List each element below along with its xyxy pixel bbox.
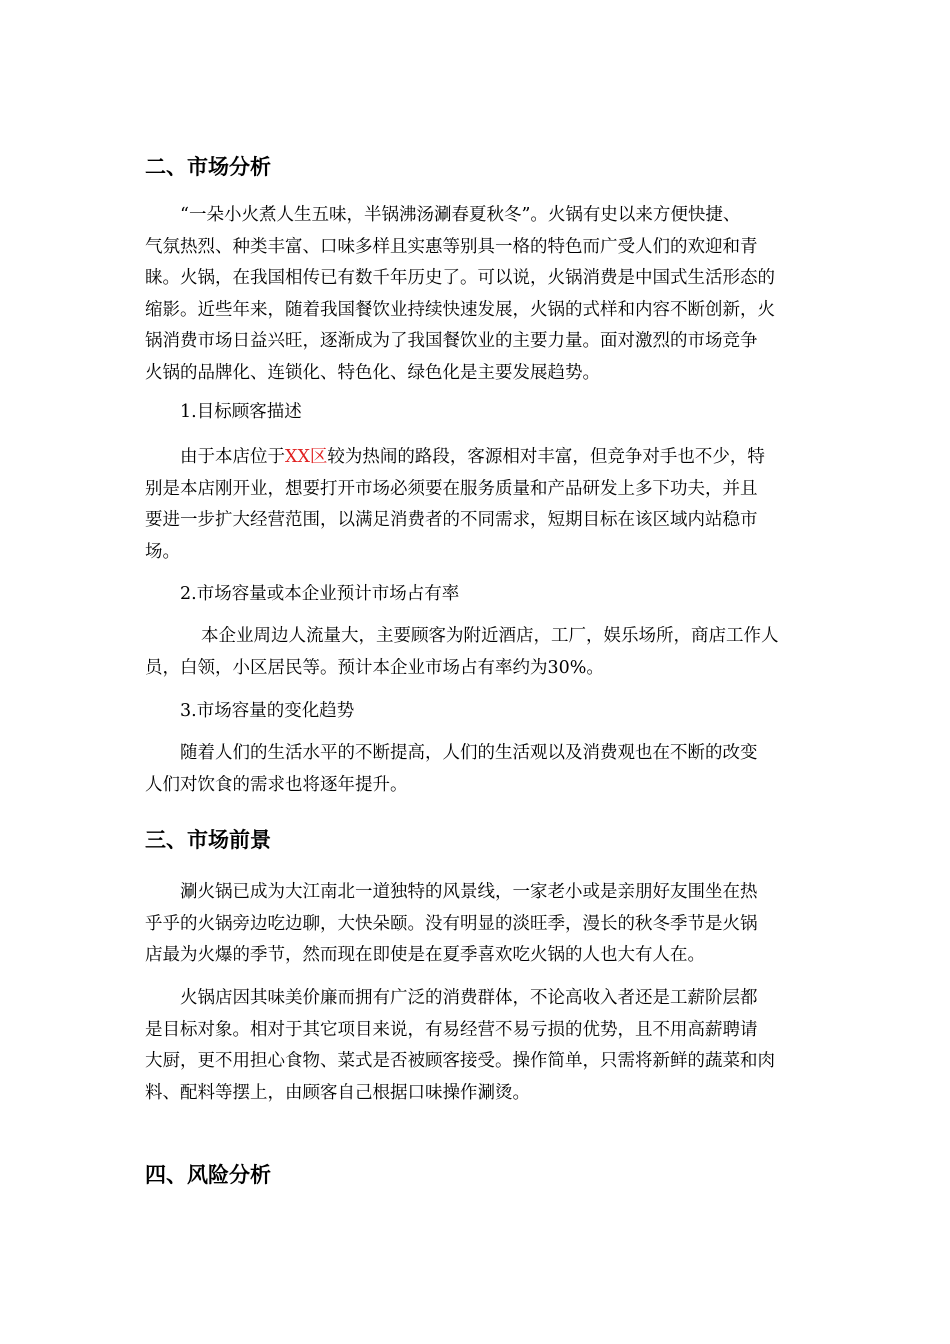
text-run: 较为热闹的路段，客源相对丰富，但竞争对手也不少，特 bbox=[327, 447, 765, 467]
subheading-target-customers: 1.目标顾客描述 bbox=[180, 402, 302, 422]
text-line: 要进一步扩大经营范围，以满足消费者的不同需求，短期目标在该区域内站稳市 bbox=[145, 510, 758, 530]
text-line: 本企业周边人流量大，主要顾客为附近酒店，工厂，娱乐场所，商店工作人 bbox=[201, 626, 779, 646]
subheading-capacity-trend: 3.市场容量的变化趋势 bbox=[180, 701, 355, 721]
paragraph-target-customers bbox=[145, 442, 810, 568]
section-heading-risk-analysis: 四、风险分析 bbox=[145, 1163, 271, 1187]
text-line: 是目标对象。相对于其它项目来说，有易经营不易亏损的优势，且不用高薪聘请 bbox=[145, 1019, 758, 1040]
text-line: 人们对饮食的需求也将逐年提升。 bbox=[145, 774, 408, 795]
text-line: 睐。火锅，在我国相传已有数千年历史了。可以说，火锅消费是中国式生活形态的 bbox=[145, 268, 775, 288]
location-placeholder: XX区 bbox=[285, 447, 328, 467]
text-line: 火锅店因其味美价廉而拥有广泛的消费群体，不论高收入者还是工薪阶层都 bbox=[180, 988, 758, 1008]
paragraph-capacity-trend bbox=[145, 738, 810, 801]
text-line: 别是本店刚开业，想要打开市场必须要在服务质量和产品研发上多下功夫，并且 bbox=[145, 478, 758, 499]
text-line: 随着人们的生活水平的不断提高，人们的生活观以及消费观也在不断的改变 bbox=[180, 743, 758, 763]
text-line: 锅消费市场日益兴旺，逐渐成为了我国餐饮业的主要力量。面对激烈的市场竞争 bbox=[145, 331, 758, 351]
paragraph-market-share bbox=[145, 621, 810, 684]
text-line: 店最为火爆的季节，然而现在即使是在夏季喜欢吃火锅的人也大有人在。 bbox=[145, 945, 705, 965]
text-line: “一朵小火煮人生五味，半锅沸汤涮春夏秋冬”。火锅有史以来方便快捷、 bbox=[180, 205, 741, 225]
subheading-market-share: 2.市场容量或本企业预计市场占有率 bbox=[180, 584, 460, 604]
text-line: 涮火锅已成为大江南北一道独特的风景线，一家老小或是亲朋好友围坐在热 bbox=[180, 882, 758, 902]
text-line: 料、配料等摆上，由顾客自己根据口味操作涮烫。 bbox=[145, 1082, 530, 1103]
text-line: 气氛热烈、种类丰富、口味多样且实惠等别具一格的特色而广受人们的欢迎和青 bbox=[145, 236, 758, 257]
section-heading-market-outlook: 三、市场前景 bbox=[145, 828, 271, 852]
paragraph-intro bbox=[145, 200, 810, 389]
text-run: 由于本店位于 bbox=[180, 447, 285, 467]
text-line: 场。 bbox=[145, 541, 180, 562]
text-line: 员，白领，小区居民等。预计本企业市场占有率约为30%。 bbox=[145, 657, 604, 678]
text-line bbox=[145, 442, 810, 474]
text-line: 乎乎的火锅旁边吃边聊，大快朵颐。没有明显的淡旺季，漫长的秋冬季节是火锅 bbox=[145, 913, 758, 934]
text-line: 缩影。近些年来，随着我国餐饮业持续快速发展，火锅的式样和内容不断创新，火 bbox=[145, 299, 775, 320]
paragraph-outlook-2 bbox=[145, 983, 810, 1109]
text-line: 大厨，更不用担心食物、菜式是否被顾客接受。操作简单，只需将新鲜的蔬菜和肉 bbox=[145, 1051, 775, 1071]
text-line: 火锅的品牌化、连锁化、特色化、绿色化是主要发展趋势。 bbox=[145, 362, 600, 383]
paragraph-outlook-1 bbox=[145, 877, 810, 972]
section-heading-market-analysis: 二、市场分析 bbox=[145, 155, 271, 179]
